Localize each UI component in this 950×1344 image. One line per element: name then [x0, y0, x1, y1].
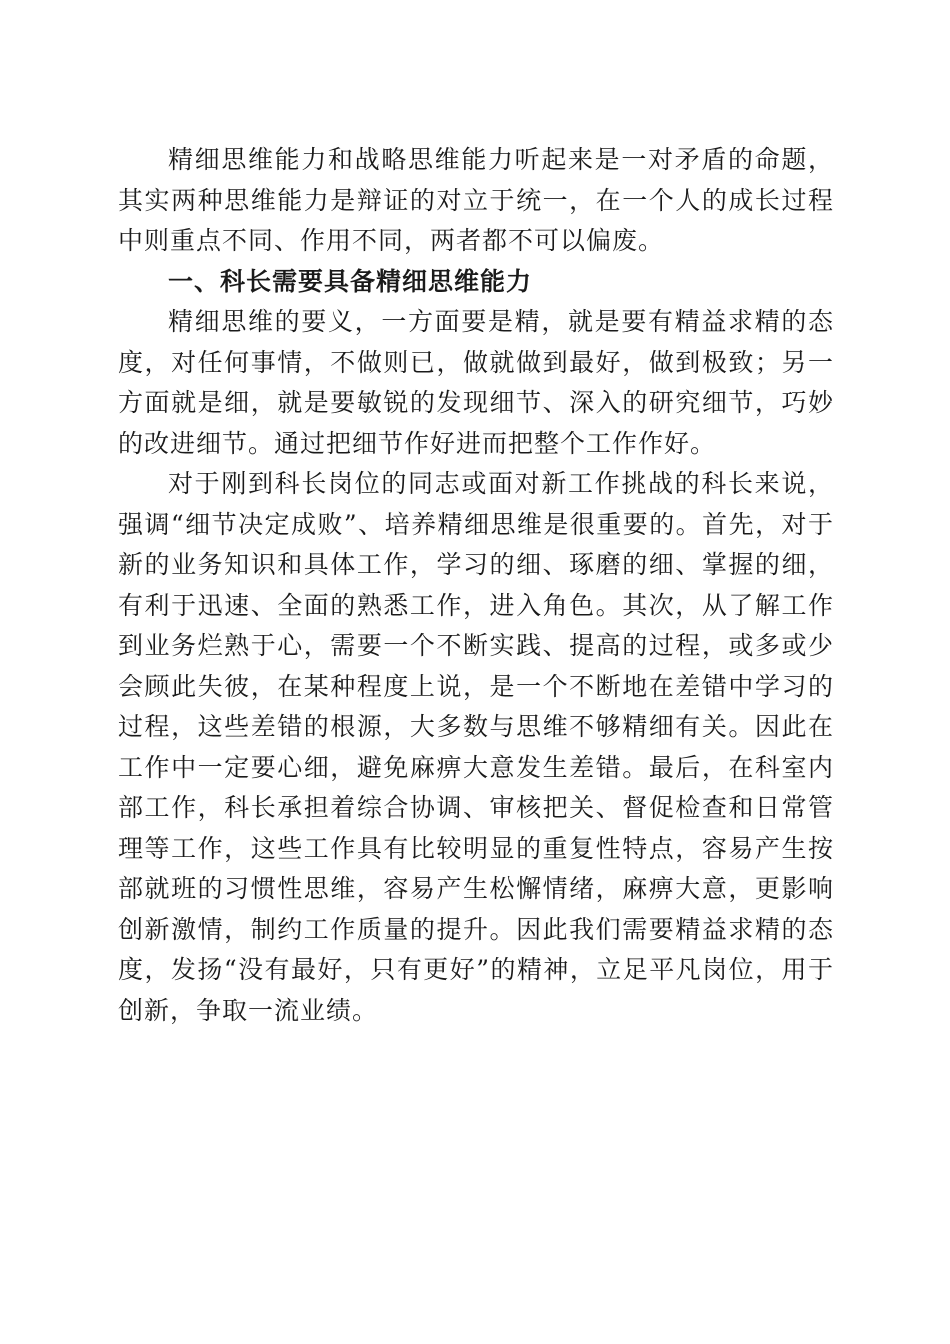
document-body	[118, 140, 834, 1031]
intro-paragraph: 精细思维能力和战略思维能力听起来是一对矛盾的命题，其实两种思维能力是辩证的对立于统一，在一个人的成长过程中则重点不同、作用不同，两者都不可以偏废。	[118, 145, 834, 255]
body-paragraph-2: 对于刚到科长岗位的同志或面对新工作挑战的科长来说，强调“细节决定成败”、培养精细思维是很重要的。首先，对于新的业务知识和具体工作，学习的细、琢磨的细、掌握的细，有利于迅速、全面的熟悉工作，进入角色。其次，从了解工作到业务烂熟于心，需要一个不断实践、提高的过程，或多或少会顾此失彼，在某种程度上说，是一个不断地在差错中学习的过程，这些差错的根源，大多数与思维不够精细有关。因此在工作中一定要心细，避免麻痹大意发生差错。最后，在科室内部工作，科长承担着综合协调、审核把关、督促检查和日常管理等工作，这些工作具有比较明显的重复性特点，容易产生按部就班的习惯性思维，容易产生松懈情绪，麻痹大意，更影响创新激情，制约工作质量的提升。因此我们需要精益求精的态度，发扬“没有最好，只有更好”的精神，立足平凡岗位，用于创新，争取一流业绩。	[118, 469, 834, 1025]
section-heading: 一、科长需要具备精细思维能力	[168, 266, 533, 296]
body-paragraph-1: 精细思维的要义，一方面要是精，就是要有精益求精的态度，对任何事情，不做则已，做就做到最好，做到极致；另一方面就是细，就是要敏锐的发现细节、深入的研究细节，巧妙的改进细节。通过把细节作好进而把整个工作作好。	[118, 307, 834, 458]
